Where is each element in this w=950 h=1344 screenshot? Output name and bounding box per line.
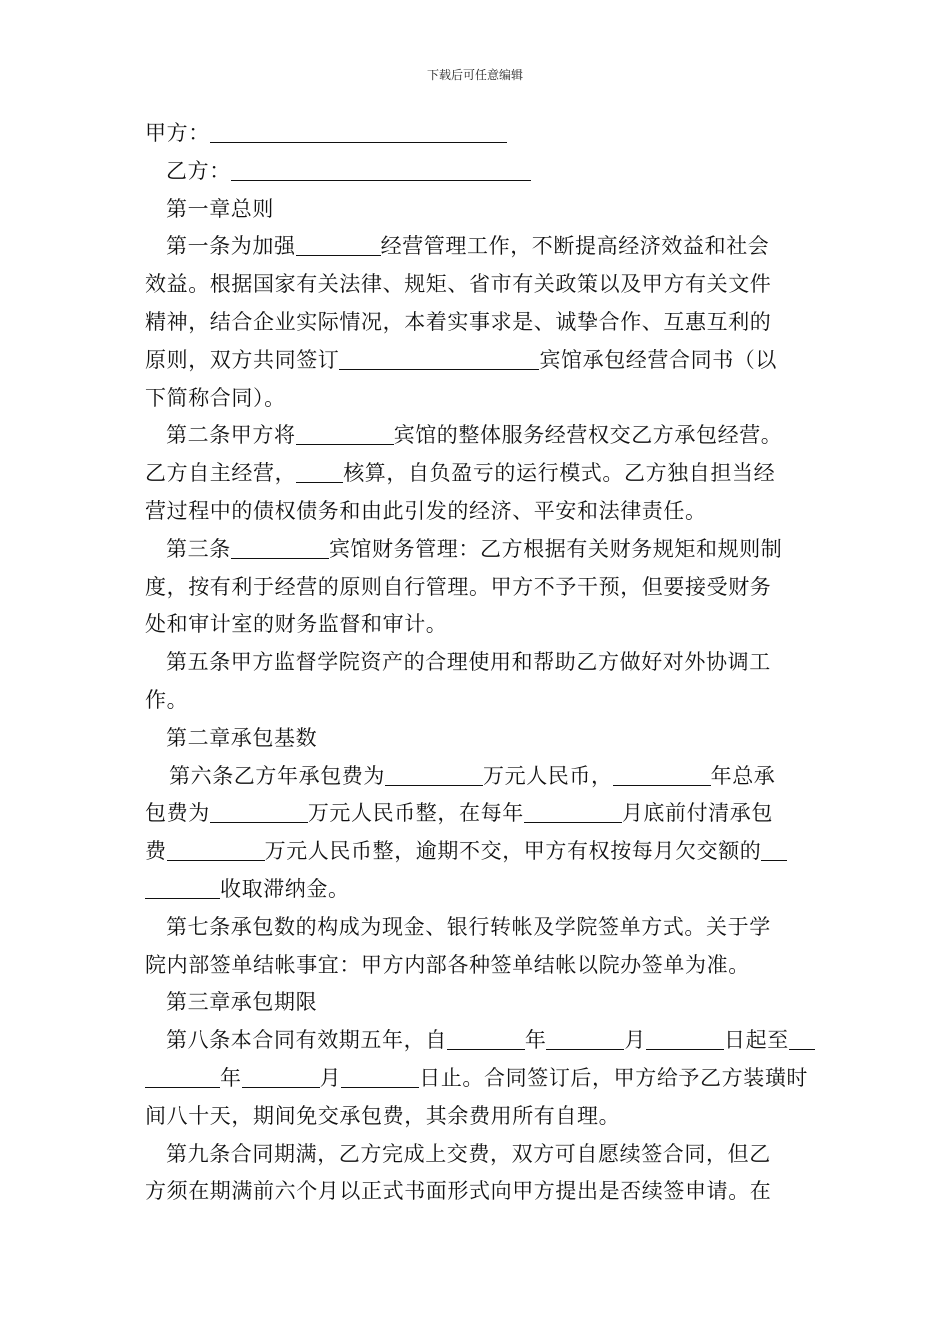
article-8-line: 间八十天，期间免交承包费，其余费用所有自理。 [145, 1103, 621, 1128]
blank [210, 798, 308, 823]
blank [447, 1025, 525, 1050]
party-b-label: 乙方： [166, 158, 231, 183]
text-run: 宾馆财务管理：乙方根据有关财务规矩和规则制 [328, 536, 783, 561]
article-1-line [145, 228, 810, 266]
text-run: 包费为 [145, 801, 210, 826]
text-run: 核算，自负盈亏的运行模式。乙方独自担当经 [343, 461, 776, 486]
text-run: 宾馆承包经营合同书（以 [539, 347, 778, 372]
text-run: 费 [145, 839, 167, 864]
blank [339, 345, 539, 370]
blank [296, 231, 381, 256]
article-8-line [145, 1022, 810, 1060]
article-1-line: 效益。根据国家有关法律、规矩、省市有关政策以及甲方有关文件 [145, 272, 772, 297]
article-5-line: 作。 [145, 687, 189, 712]
article-7-line: 第七条承包数的构成为现金、银行转帐及学院签单方式。关于学 [166, 914, 771, 939]
party-b-line [145, 153, 810, 191]
header-note: 下载后可任意编辑 [426, 68, 523, 82]
text-run: 万元人民币， [483, 763, 613, 788]
article-1-line: 精神，结合企业实际情况，本着实事求是、诚挚合作、互惠互利的 [145, 309, 772, 334]
article-6-line [145, 758, 810, 796]
article-7-line: 院内部签单结帐事宜：甲方内部各种签单结帐以院办签单为准。 [145, 952, 750, 977]
text-run: 月底前付清承包 [621, 801, 774, 826]
article-6-line [145, 871, 810, 909]
text-run: 第八条本合同有效期五年，自 [166, 1028, 447, 1053]
blank [546, 1025, 624, 1050]
blank [524, 798, 622, 823]
article-9-line: 方须在期满前六个月以正式书面形式向甲方提出是否续签申请。在 [145, 1179, 772, 1204]
party-a-blank [210, 118, 507, 143]
text-run: 第三条 [166, 536, 231, 561]
text-run: 日起至 [724, 1028, 789, 1053]
blank [341, 1063, 419, 1088]
article-3-line: 度，按有利于经营的原则自行管理。甲方不予干预，但要接受财务 [145, 574, 772, 599]
text-run: 日止。合同签订后，甲方给予乙方装璜时 [419, 1065, 809, 1090]
blank [145, 874, 220, 899]
blank [231, 534, 329, 559]
text-run: 原则，双方共同签订 [145, 347, 340, 372]
chapter-1-title: 第一章总则 [166, 196, 274, 221]
article-1-line [145, 342, 810, 380]
contract-body [145, 115, 810, 1211]
blank [167, 836, 265, 861]
article-3-line [145, 531, 810, 569]
article-9-line: 第九条合同期满，乙方完成上交费，双方可自愿续签合同，但乙 [166, 1141, 771, 1166]
party-a-line [145, 115, 810, 153]
text-run: 万元人民币整，在每年 [307, 801, 524, 826]
text-run: 宾馆的整体服务经营权交乙方承包经营。 [393, 423, 783, 448]
blank [296, 420, 394, 445]
text-run: 乙方自主经营， [145, 461, 297, 486]
text-run: 年总承 [710, 763, 776, 788]
text-run: 第一条为加强 [166, 234, 296, 259]
article-3-line: 处和审计室的财务监督和审计。 [145, 612, 448, 637]
party-a-label: 甲方： [145, 121, 210, 145]
chapter-3-title: 第三章承包期限 [166, 990, 318, 1015]
blank [145, 1063, 220, 1088]
article-5-line: 第五条甲方监督学院资产的合理使用和帮助乙方做好对外协调工 [166, 650, 771, 675]
text-run: 年 [220, 1065, 242, 1090]
article-6-line [145, 833, 810, 871]
text-run: 年 [524, 1028, 547, 1053]
chapter-2-title: 第二章承包基数 [166, 725, 318, 750]
text-run: 月 [624, 1028, 647, 1053]
text-run: 第二条甲方将 [166, 423, 296, 448]
article-1-line: 下简称合同）。 [145, 385, 286, 410]
text-run: 月 [319, 1065, 342, 1090]
text-run: 经营管理工作，不断提高经济效益和社会 [380, 234, 770, 259]
article-8-line [145, 1060, 810, 1098]
text-run: 第六条乙方年承包费为 [169, 763, 385, 788]
blank [646, 1025, 724, 1050]
article-2-line: 营过程中的债权债务和由此引发的经济、平安和法律责任。 [145, 498, 707, 523]
blank [761, 836, 787, 861]
article-2-line [145, 455, 810, 493]
article-2-line [145, 417, 810, 455]
party-b-blank [231, 156, 531, 181]
blank [296, 458, 343, 483]
text-run: 万元人民币整，逾期不交，甲方有权按每月欠交额的 [264, 839, 762, 864]
blank [242, 1063, 320, 1088]
text-run: 收取滞纳金。 [220, 876, 350, 901]
blank [613, 761, 711, 786]
blank [385, 761, 483, 786]
blank [789, 1025, 815, 1050]
article-6-line [145, 795, 810, 833]
